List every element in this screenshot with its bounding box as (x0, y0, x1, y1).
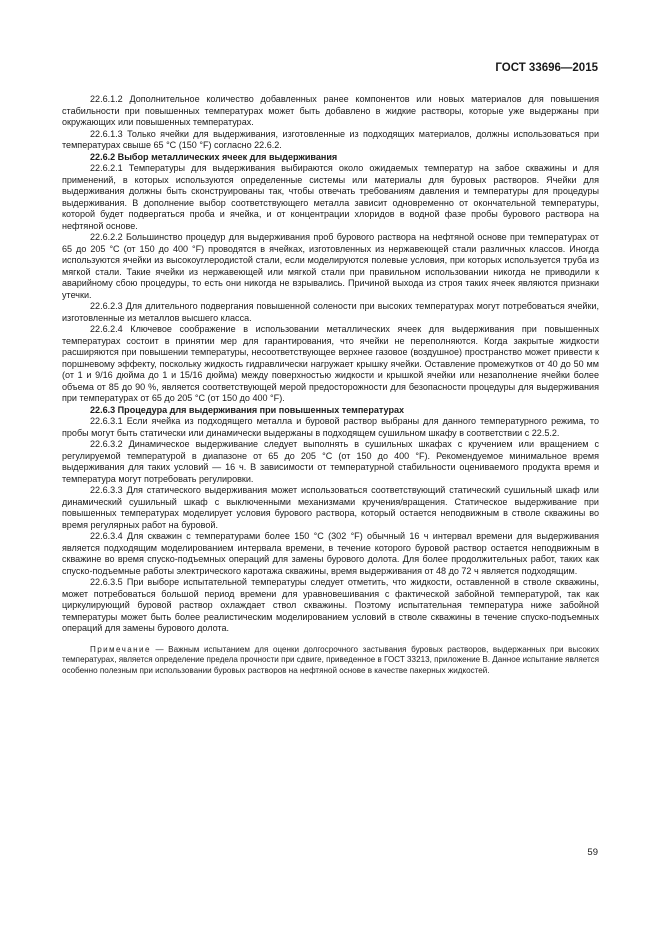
note-text: — Важным испытанием для оценки долгосрочного застывания буровых растворов, выдержанных при высоких температурах, является определение предела прочности при сдвиге, приведенное в ГОСТ 33213, приложение В. Данное испытание является особенно полезным при использовании буровых растворов на нефтяной основе в качестве пакерных жидкостей. (62, 644, 599, 675)
paragraph-22-6-3-3: 22.6.3.3 Для статического выдерживания может использоваться соответствующий статический сушильный шкаф или динамический сушильный шкаф с выключенными механизмами кручения/вращения. Статическое выдерживание при повышенных температурах моделирует условия бурового раствора, который остается неподвижным в стволе скважины во время регулярных работ на буровой. (62, 485, 599, 530)
paragraph-22-6-1-3: 22.6.1.3 Только ячейки для выдерживания, изготовленные из подходящих материалов, должны использоваться при температурах свыше 65 °С (150 °F) согласно 22.6.2. (62, 128, 599, 150)
note-label: Примечание (90, 644, 151, 654)
section-heading-22-6-3: 22.6.3 Процедура для выдерживания при повышенных температурах (90, 404, 405, 415)
paragraph-22-6-3-4: 22.6.3.4 Для скважин с температурами более 150 °С (302 °F) обычный 16 ч интервал времени для выдерживания является подходящим моделированием интервала времени, в течение которого буровой раствор остается неподвижным в скважине во время спуско-подъемных операций для замены бурового долота. Для более продолжительных работ, таких как спуско-подъемные работы электрического каротажа скважины, время выдерживания от 48 до 72 ч является подходящим. (62, 531, 599, 576)
section-heading-22-6-2: 22.6.2 Выбор металлических ячеек для выдерживания (90, 151, 338, 162)
paragraph-22-6-3-1: 22.6.3.1 Если ячейка из подходящего металла и буровой раствор выбраны для данного температурного режима, то пробы могут быть статически или динамически выдержаны в подходящем сушильном шкафу в соответствии с 22.5.2. (62, 416, 599, 438)
paragraph-22-6-1-2: 22.6.1.2 Дополнительное количество добавленных ранее компонентов или новых материалов для повышения стабильности при повышенных температурах может быть добавлено в жидкие растворы, которые уже выдержаны при окружающих или повышенных температурах. (62, 94, 599, 127)
document-body (62, 94, 599, 677)
paragraph-22-6-2-2: 22.6.2.2 Большинство процедур для выдерживания проб бурового раствора на нефтяной основе при температурах от 65 до 205 °С (от 150 до 400 °F) проводятся в ячейках, изготовленных из нержавеющей стали различных классов. Иногда используются ячейки из высокоуглеродистой стали, если моделируются полевые условия, при которых используется труба из мягкой стали. Такие ячейки из нержавеющей или мягкой стали при правильном использовании никогда не приводили к аварийному сбою процедуры, то есть они никогда не взрывались. Причиной выхода из строя таких ячеек являются признаки утечки. (62, 232, 599, 300)
paragraph-22-6-2-4: 22.6.2.4 Ключевое соображение в использовании металлических ячеек для выдерживания при повышенных температурах состоит в принятии мер для гарантирования, что ячейки не переполняются. Когда закрытые жидкости расширяются при повышении температуры, несоответствующее верхнее газовое (воздушное) пространство может привести к поршневому эффекту, поскольку жидкость гидравлически нагружает крышку ячейки. Оставление промежутков от 40 до 50 мм (от 1 и 9/16 дюйма до 1 и 15/16 дюйма) между поверхностью жидкости и крышкой ячейки или незаполнение ячейки более объема от 85 до 90 %, является соответствующей мерой предосторожности для безопасности процедуры для выдерживания при температурах от 65 до 205 °С (от 150 до 400 °F). (62, 324, 599, 403)
page-number: 59 (587, 847, 598, 858)
paragraph-22-6-2-3: 22.6.2.3 Для длительного подвергания повышенной солености при высоких температурах могут потребоваться ячейки, изготовленные из металлов высшего класса. (62, 301, 599, 323)
paragraph-22-6-2-1: 22.6.2.1 Температуры для выдерживания выбираются около ожидаемых температур на забое скважины и для применений, в которых используются определенные системы или материалы для буровых растворов. Ячейки для выдерживания должны быть сконструированы так, чтобы отвечать требованиям давления и температуры для процедуры выдерживания. В дополнение выбор соответствующего металла зависит одновременно от окончательной температуры, которой будет подвергаться проба и ячейка, и от концентрации хлоридов в водной фазе пробы бурового раствора на нефтяной основе. (62, 163, 599, 231)
note (62, 645, 599, 677)
standard-header: ГОСТ 33696—2015 (495, 62, 598, 74)
paragraph-22-6-3-2: 22.6.3.2 Динамическое выдерживание следует выполнять в сушильных шкафах с кручением или вращением с регулируемой температурой в диапазоне от 65 до 205 °С (от 150 до 400 °F). Рекомендуемое минимальное время выдерживания для таких условий — 16 ч. В зависимости от температурной стабильности оцениваемого продукта время и температура могут потребовать регулировки. (62, 439, 599, 484)
paragraph-22-6-3-5: 22.6.3.5 При выборе испытательной температуры следует отметить, что жидкости, оставленной в стволе скважины, может потребоваться большой период времени для уравновешивания с фактической забойной температурой, так как циркулирующий буровой раствор охлаждает ствол скважины. Поэтому испытательная температура ниже забойной температуры может быть более реалистическим моделированием условий в стволе скважины в течение спуско-подъемных операций для замены бурового долота. (62, 577, 599, 633)
